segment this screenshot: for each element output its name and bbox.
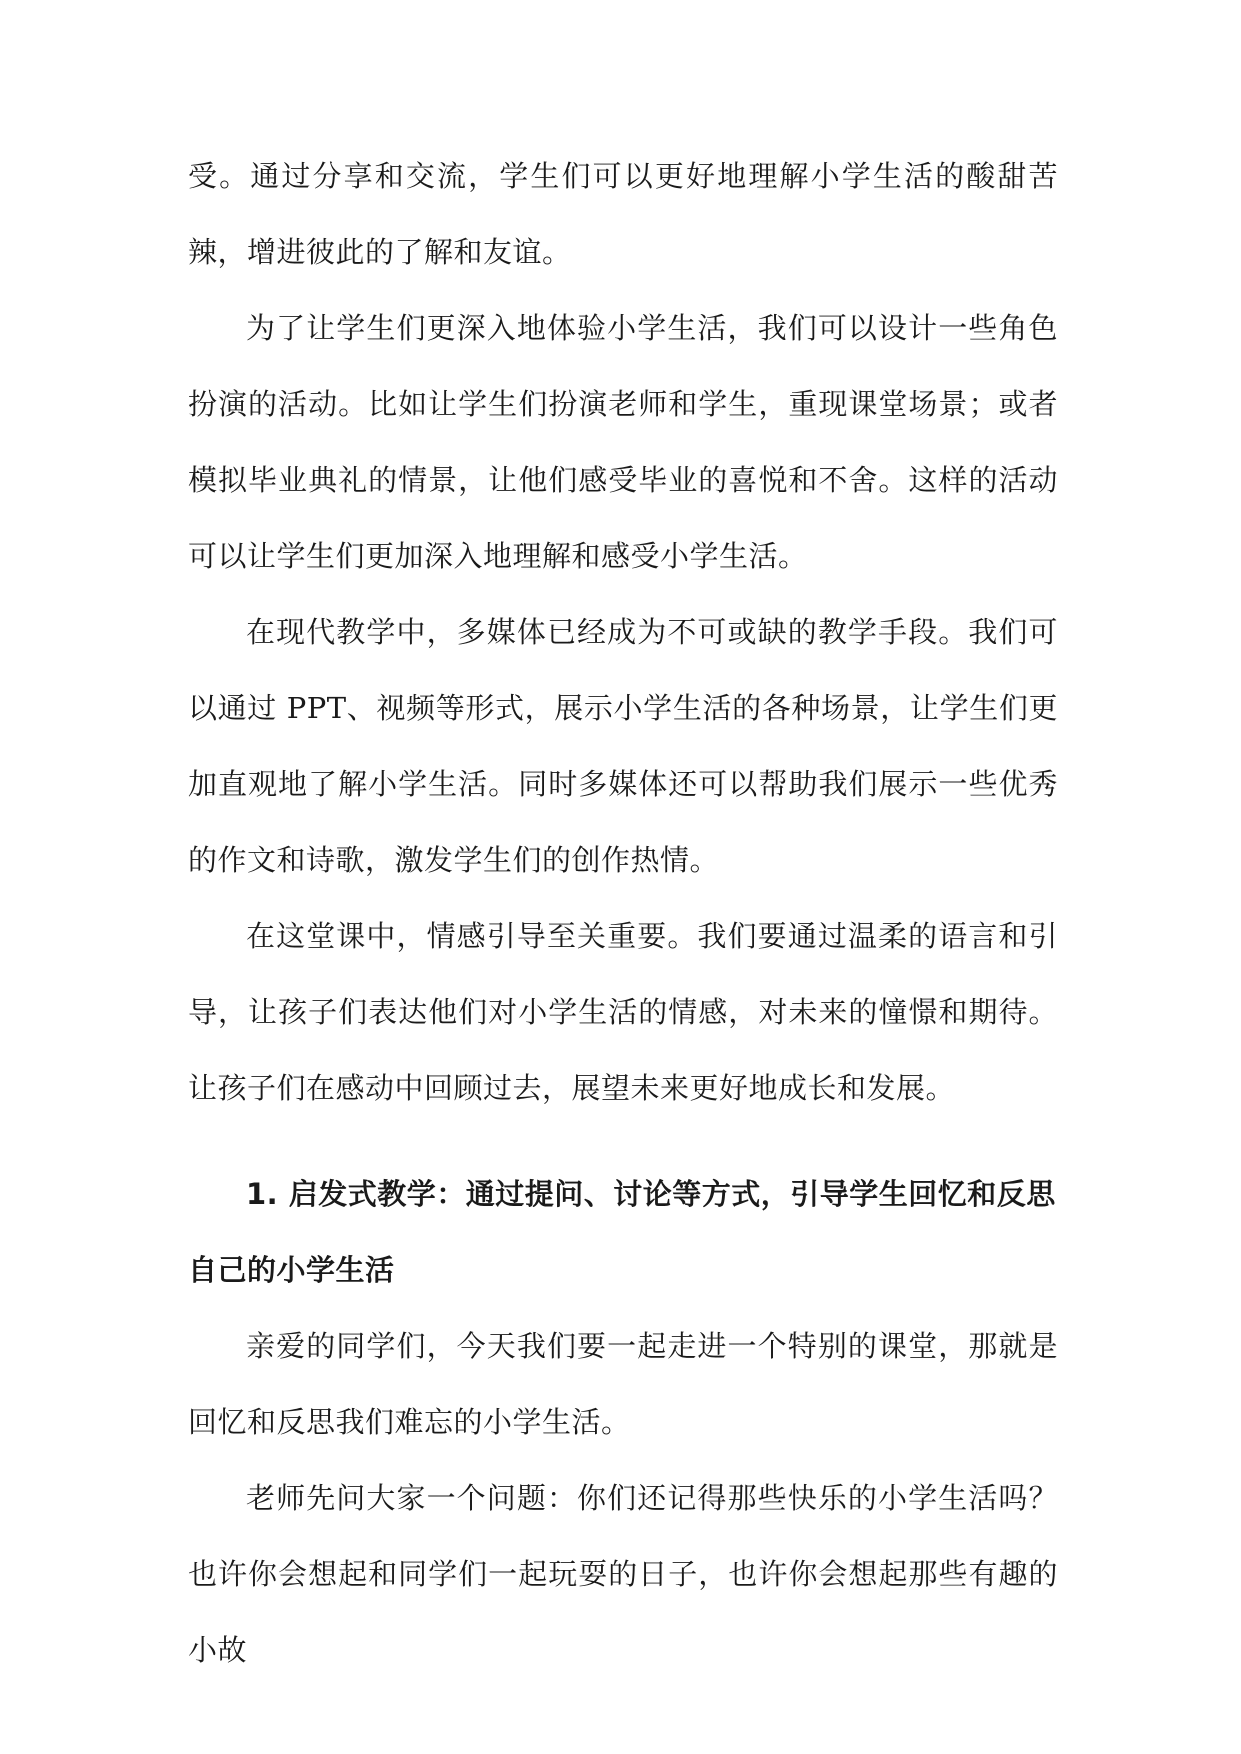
paragraph-multimedia: 在现代教学中，多媒体已经成为不可或缺的教学手段。我们可以通过 PPT、视频等形式，展示小学生活的各种场景，让学生们更加直观地了解小学生活。同时多媒体还可以帮助我们展示一些优秀的作文和诗歌，激发学生们的创作热情。	[188, 615, 1058, 877]
paragraph-continued: 受。通过分享和交流，学生们可以更好地理解小学生活的酸甜苦辣，增进彼此的了解和友谊。	[188, 159, 1058, 269]
section-gap	[188, 1126, 1058, 1156]
section-heading: 1. 启发式教学：通过提问、讨论等方式，引导学生回忆和反思自己的小学生活	[188, 1177, 1056, 1287]
paragraph-intro: 亲爱的同学们，今天我们要一起走进一个特别的课堂，那就是回忆和反思我们难忘的小学生活。	[188, 1329, 1058, 1439]
document-page	[188, 138, 1058, 1688]
paragraph-role-play: 为了让学生们更深入地体验小学生活，我们可以设计一些角色扮演的活动。比如让学生们扮演老师和学生，重现课堂场景；或者模拟毕业典礼的情景，让他们感受毕业的喜悦和不舍。这样的活动可以让学生们更加深入地理解和感受小学生活。	[188, 311, 1058, 573]
paragraph-question: 老师先问大家一个问题：你们还记得那些快乐的小学生活吗？也许你会想起和同学们一起玩耍的日子，也许你会想起那些有趣的小故	[188, 1481, 1058, 1667]
paragraph-emotional-guidance: 在这堂课中，情感引导至关重要。我们要通过温柔的语言和引导，让孩子们表达他们对小学生活的情感，对未来的憧憬和期待。让孩子们在感动中回顾过去，展望未来更好地成长和发展。	[188, 919, 1058, 1105]
